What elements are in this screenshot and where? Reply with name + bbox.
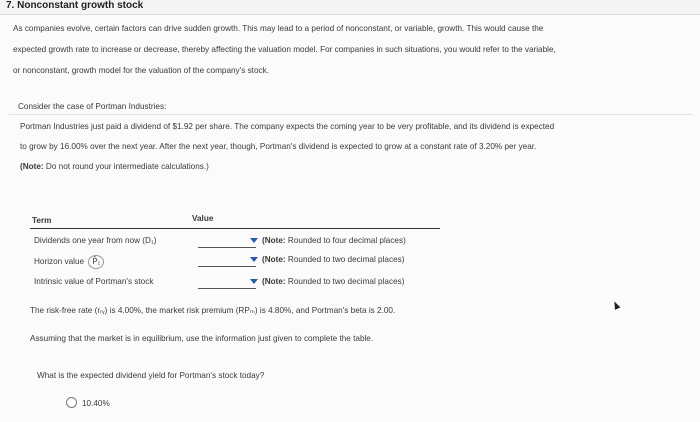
intro-paragraph: [13, 18, 685, 81]
chevron-down-icon: [250, 238, 258, 243]
option-label: 10.40%: [82, 399, 110, 408]
term-label: Horizon value P̂₁: [34, 255, 104, 269]
horizon-symbol: P̂₁: [88, 255, 104, 269]
note-text: Do not round your intermediate calculations.): [43, 162, 209, 171]
intro-line: As companies evolve, certain factors can drive sudden growth. This may lead to a period of nonconstant, or variable, growth. This would cause the: [13, 24, 544, 33]
row-note: (Note: Rounded to two decimal places): [262, 277, 405, 286]
radio-button[interactable]: [66, 397, 77, 408]
chevron-down-icon: [250, 257, 258, 262]
term-label: Intrinsic value of Portman's stock: [34, 277, 154, 286]
row-note: (Note: Rounded to two decimal places): [262, 255, 405, 264]
table-row: [30, 274, 440, 294]
case-intro: Consider the case of Portman Industries:: [18, 102, 167, 111]
table-row: [30, 252, 440, 272]
note-label: (Note:: [20, 162, 44, 171]
row-note: (Note: Rounded to four decimal places): [262, 236, 406, 245]
case-line: to grow by 16.00% over the next year. After the next year, though, Portman's dividend is expected to grow at a constant rate of 3.20% per year.: [20, 142, 537, 151]
table-row: [30, 233, 440, 253]
intrinsic-value-dropdown[interactable]: [198, 276, 256, 289]
horizon-value-dropdown[interactable]: [198, 254, 256, 267]
header-term: Term: [32, 216, 52, 225]
chevron-down-icon: [250, 279, 258, 284]
question-title: 7. Nonconstant growth stock: [6, 0, 144, 11]
case-line: Portman Industries just paid a dividend of $1.92 per share. The company expects the coming year to be very profitable, and its dividend is expected: [20, 122, 555, 131]
intro-line: expected growth rate to increase or decrease, thereby affecting the valuation model. For companies in such situations, you would refer to the variable,: [13, 45, 556, 54]
intro-line: or nonconstant, growth model for the valuation of the company's stock.: [13, 66, 269, 75]
answer-option[interactable]: [66, 397, 110, 408]
equilibrium-instruction: Assuming that the market is in equilibrium, use the information just given to complete the table.: [30, 334, 374, 343]
case-paragraph: [20, 117, 680, 177]
term-label: Dividends one year from now (D₁): [34, 236, 157, 245]
header-value: Value: [192, 214, 214, 223]
dividend-dropdown[interactable]: [198, 235, 256, 248]
question-header: [0, 0, 700, 15]
case-note: [20, 157, 680, 177]
market-info: The risk-free rate (rᵣᵧ) is 4.00%, the market risk premium (RPₘ) is 4.80%, and Portman's beta is 2.00.: [30, 306, 396, 315]
dividend-yield-question: What is the expected dividend yield for Portman's stock today?: [37, 371, 265, 380]
table-header: [30, 214, 440, 229]
mouse-cursor-icon: [612, 300, 621, 310]
